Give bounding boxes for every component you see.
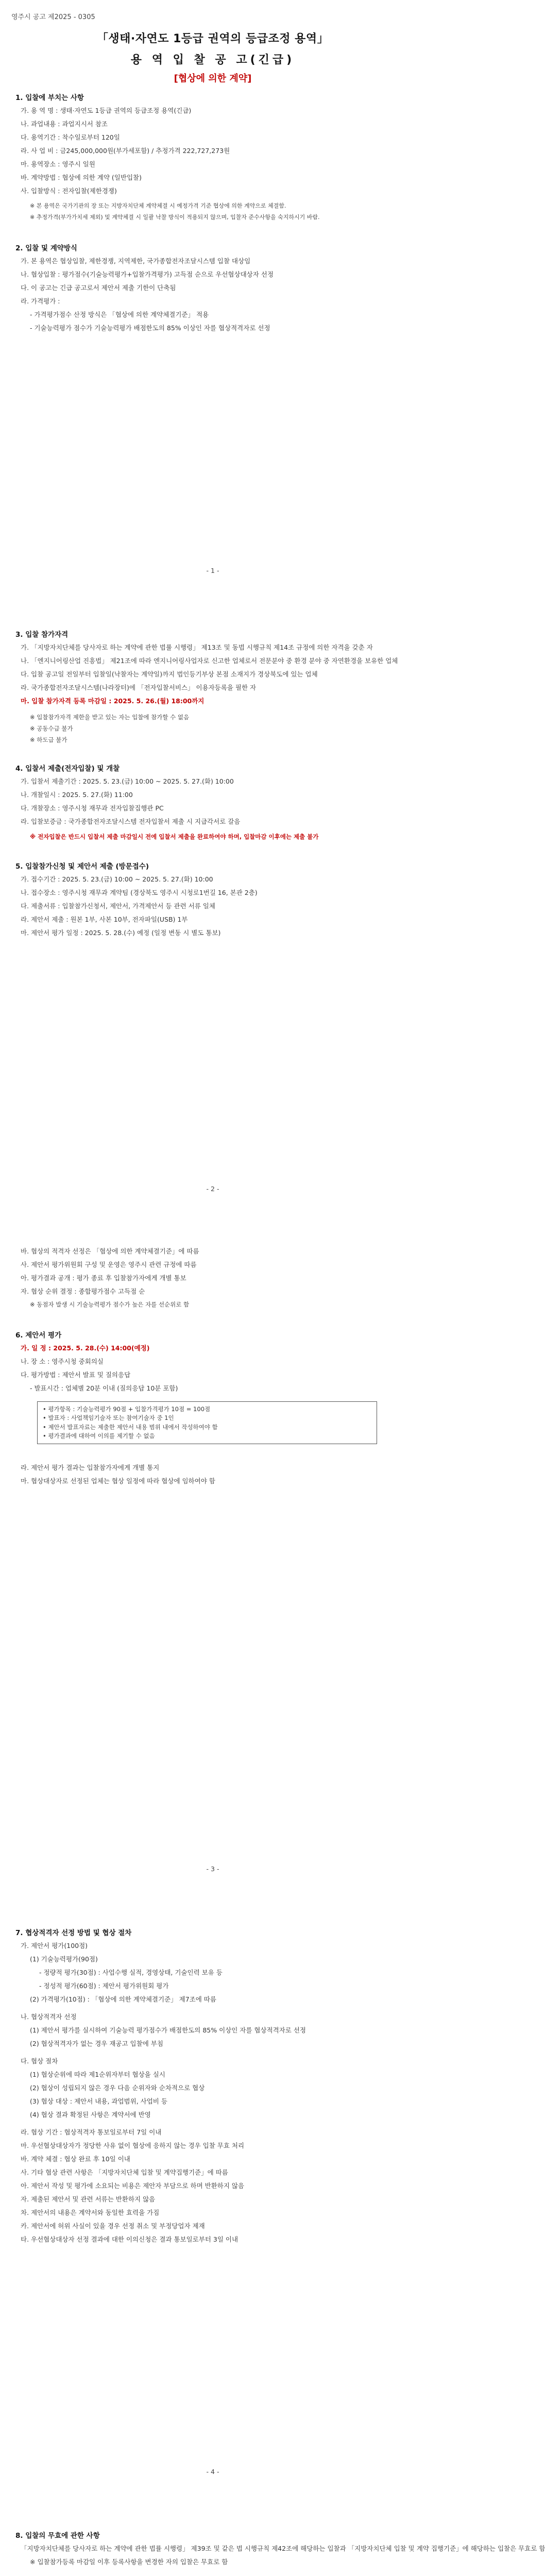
note-line: ※ 입찰참가자격 제한을 받고 있는 자는 입찰에 참가할 수 없음 xyxy=(30,714,190,721)
body-line: 다. 평가방법 : 제안서 발표 및 질의응답 xyxy=(21,1371,131,1379)
document-subtitle: 용 역 입 찰 공 고(긴급) xyxy=(130,54,295,66)
body-line: (3) 협상 대상 : 제안서 내용, 과업범위, 사업비 등 xyxy=(30,2097,167,2105)
body-line: 라. 제안서 평가 결과는 입찰참가자에게 개별 통지 xyxy=(21,1464,160,1471)
body-line: 라. 협상 기간 : 협상적격자 통보일로부터 7일 이내 xyxy=(21,2128,162,2136)
section-heading: 4. 입찰서 제출(전자입찰) 및 개찰 xyxy=(15,765,120,773)
section-heading: 6. 제안서 평가 xyxy=(15,1331,62,1340)
body-line: 다. 용역기간 : 착수일로부터 120일 xyxy=(21,133,120,141)
body-line: 다. 입찰 공고일 전일부터 입찰일(낙찰자는 계약일)까지 법인등기부상 본점 소재지가 경상북도에 있는 업체 xyxy=(21,670,318,678)
note-item: • 평가결과에 대하여 이의를 제기할 수 없음 xyxy=(43,1432,155,1439)
note-line: ※ 공동수급 불가 xyxy=(30,725,73,732)
body-line: (2) 협상적격자가 없는 경우 재공고 입찰에 부침 xyxy=(30,2040,163,2047)
page-4 xyxy=(0,1906,425,2499)
body-line: 「지방자치단체를 당사자로 하는 계약에 관한 법률 시행령」 제39조 및 같은 법 시행규칙 제42조에 해당하는 입찰과 「지방자치단체 입찰 및 계약 집행기준」에 해당하는 입찰은 무효로 함 xyxy=(21,2545,545,2552)
page-5 xyxy=(0,2509,545,2576)
page-1 xyxy=(0,0,425,598)
page-2 xyxy=(0,608,425,1216)
body-line: 가. 용 역 명 : 생태·자연도 1등급 권역의 등급조정 용역(긴급) xyxy=(21,107,192,114)
note-line: ※ 입찰참가등록 마감일 이후 등록사항을 변경한 자의 입찰은 무효로 함 xyxy=(30,2558,228,2566)
body-line: 마. 협상대상자로 선정된 업체는 협상 일정에 따라 협상에 임하여야 함 xyxy=(21,1477,215,1485)
body-line: 사. 입찰방식 : 전자입찰(제한경쟁) xyxy=(21,187,117,195)
body-line: 아. 평가결과 공개 : 평가 종료 후 입찰참가자에게 개별 통보 xyxy=(21,1274,186,1282)
body-line: 다. 제출서류 : 입찰참가신청서, 제안서, 가격제안서 등 관련 서류 일체 xyxy=(21,902,215,910)
note-line: ※ 추정가격(부가가치세 제외) 및 계약체결 시 일괄 낙찰 방식이 적용되지 않으며, 입찰자 준수사항을 숙지하시기 바람. xyxy=(30,214,320,221)
body-line: - 기술능력평가 점수가 기술능력평가 배점한도의 85% 이상인 자를 협상적격자로 선정 xyxy=(30,324,270,332)
body-line: 나. 접수장소 : 영주시청 재무과 계약팀 (경상북도 영주시 시청로1번길 16, 본관 2층) xyxy=(21,889,258,896)
body-line: - 정량적 평가(30점) : 사업수행 실적, 경영상태, 기술인력 보유 등 xyxy=(39,1969,223,1976)
note-line: ※ 하도급 불가 xyxy=(30,736,67,743)
page-number: - 3 - xyxy=(206,1865,219,1873)
note-item: • 평가항목 : 기술능력평가 90점 + 입찰가격평가 10점 = 100점 xyxy=(43,1405,211,1413)
body-line: (2) 가격평가(10점) : 「협상에 의한 계약체결기준」 제7조에 따름 xyxy=(30,1995,216,2003)
body-line: 바. 계약 체결 : 협상 완료 후 10일 이내 xyxy=(21,2155,130,2163)
warning-line: ※ 전자입찰은 반드시 입찰서 제출 마감일시 전에 입찰서 제출을 완료하여야 하며, 입찰마감 이후에는 제출 불가 xyxy=(30,833,319,840)
body-line: 라. 제안서 제출 : 원본 1부, 사본 10부, 전자파일(USB) 1부 xyxy=(21,916,188,923)
body-line: 사. 기타 협상 관련 사항은 「지방자치단체 입찰 및 계약집행기준」에 따름 xyxy=(21,2168,228,2176)
body-line: 가. 제안서 평가(100점) xyxy=(21,1942,88,1950)
body-line: 다. 개찰장소 : 영주시청 재무과 전자입찰집행관 PC xyxy=(21,804,164,812)
body-line: 자. 제출된 제안서 및 관련 서류는 반환하지 않음 xyxy=(21,2195,156,2203)
section-heading: 8. 입찰의 무효에 관한 사항 xyxy=(15,2532,100,2540)
page-number: - 1 - xyxy=(206,567,219,574)
section-heading: 1. 입찰에 부치는 사항 xyxy=(15,94,84,102)
body-line: 사. 제안서 평가위원회 구성 및 운영은 영주시 관련 규정에 따름 xyxy=(21,1261,197,1268)
body-line: 차. 제안서의 내용은 계약서와 동일한 효력을 가짐 xyxy=(21,2209,160,2216)
body-line: 나. 협상적격자 선정 xyxy=(21,2013,77,2021)
body-line: - 발표시간 : 업체별 20분 이내 (질의응답 10분 포함) xyxy=(30,1384,178,1392)
body-line: 가. 입찰서 제출기간 : 2025. 5. 23.(금) 10:00 ~ 2025. 5. 27.(화) 10:00 xyxy=(21,777,234,785)
section-heading: 7. 협상적격자 선정 방법 및 협상 절차 xyxy=(15,1929,132,1937)
body-line: 아. 제안서 작성 및 평가에 소요되는 비용은 제안자 부담으로 하며 반환하지 않음 xyxy=(21,2182,245,2190)
body-line: 나. 개찰일시 : 2025. 5. 27.(화) 11:00 xyxy=(21,791,133,799)
body-line: (1) 기술능력평가(90점) xyxy=(30,1955,98,1963)
body-line: (1) 협상순위에 따라 제1순위자부터 협상을 실시 xyxy=(30,2071,165,2078)
schedule-line: 가. 일 정 : 2025. 5. 28.(수) 14:00(예정) xyxy=(21,1344,150,1352)
body-line: 라. 입찰보증금 : 국가종합전자조달시스템 전자입찰서 제출 시 지급각서로 갈음 xyxy=(21,818,241,825)
title-block xyxy=(10,30,415,84)
body-line: 다. 이 공고는 긴급 공고로서 제안서 제출 기한이 단축됨 xyxy=(21,284,176,292)
contract-type-note: [협상에 의한 계약] xyxy=(174,73,252,84)
body-line: 마. 제안서 평가 일정 : 2025. 5. 28.(수) 예정 (일정 변동 시 별도 통보) xyxy=(21,929,221,937)
note-item: • 발표자 : 사업책임기술자 또는 참여기술자 중 1인 xyxy=(43,1414,174,1422)
body-line: 라. 사 업 비 : 금245,000,000원(부가세포함) / 추정가격 222,727,273원 xyxy=(21,147,230,155)
body-line: 가. 접수기간 : 2025. 5. 23.(금) 10:00 ~ 2025. 5. 27.(화) 10:00 xyxy=(21,875,213,883)
body-line: 마. 우선협상대상자가 정당한 사유 없이 협상에 응하지 않는 경우 입찰 무효 처리 xyxy=(21,2142,245,2149)
body-line: 가. 「지방자치단체를 당사자로 하는 계약에 관한 법률 시행령」 제13조 및 동법 시행규칙 제14조 규정에 의한 자격을 갖춘 자 xyxy=(21,643,373,651)
page-number: - 4 - xyxy=(206,2468,219,2476)
note-line: ※ 본 용역은 국가기관의 장 또는 지방자치단체 계약체결 시 예정가격 기준 협상에 의한 계약으로 체결함. xyxy=(30,202,286,209)
page-number: - 2 - xyxy=(206,1185,219,1193)
body-line: 타. 우선협상대상자 선정 결과에 대한 이의신청은 결과 통보일로부터 3일 이내 xyxy=(21,2235,239,2243)
body-line: (2) 협상이 성립되지 않은 경우 다음 순위자와 순차적으로 협상 xyxy=(30,2084,205,2092)
body-line: - 정성적 평가(60점) : 제안서 평가위원회 평가 xyxy=(39,1982,169,1990)
section-heading: 3. 입찰 참가자격 xyxy=(15,631,69,639)
document-reference-number: 영주시 공고 제2025 - 0305 xyxy=(11,13,95,21)
deadline-line: 마. 입찰 참가자격 등록 마감일 : 2025. 5. 26.(월) 18:00까지 xyxy=(21,697,205,705)
body-line: 자. 협상 순위 결정 : 종합평가점수 고득점 순 xyxy=(21,1287,145,1295)
body-line: (4) 협상 결과 확정된 사항은 계약서에 반영 xyxy=(30,2111,151,2119)
document-title: 「생태·자연도 1등급 권역의 등급조정 용역」 xyxy=(96,32,329,45)
body-line: 나. 「엔지니어링산업 진흥법」 제21조에 따라 엔지니어링사업자로 신고한 업체로서 전문분야 중 환경 분야 중 자연환경을 보유한 업체 xyxy=(21,657,398,665)
note-item: • 제안서 발표자료는 제출한 제안서 내용 범위 내에서 작성하여야 함 xyxy=(43,1423,218,1431)
body-line: 마. 용역장소 : 영주시 일원 xyxy=(21,160,95,168)
page-3 xyxy=(0,1226,425,1896)
body-line: 나. 장 소 : 영주시청 중회의실 xyxy=(21,1358,104,1365)
body-line: (1) 제안서 평가를 실시하여 기술능력 평가점수가 배점한도의 85% 이상인 자를 협상적격자로 선정 xyxy=(30,2026,306,2034)
body-line: 카. 제안서에 허위 사실이 있을 경우 선정 취소 및 부정당업자 제재 xyxy=(21,2222,205,2230)
body-line: 라. 국가종합전자조달시스템(나라장터)에 「전자입찰서비스」 이용자등록을 필한 자 xyxy=(21,684,257,691)
body-line: 가. 본 용역은 협상입찰, 제한경쟁, 지역제한, 국가종합전자조달시스템 입찰 대상임 xyxy=(21,257,251,265)
body-line: 다. 협상 절차 xyxy=(21,2057,58,2065)
evaluation-note-box xyxy=(37,1401,377,1444)
body-line: - 가격평가점수 산정 방식은 「협상에 의한 계약체결기준」 적용 xyxy=(30,311,209,318)
section-heading: 2. 입찰 및 계약방식 xyxy=(15,244,77,252)
body-line: 라. 가격평가 : xyxy=(21,297,60,305)
note-line: ※ 동점자 발생 시 기술능력평가 점수가 높은 자를 선순위로 함 xyxy=(30,1301,190,1308)
body-line: 바. 계약방법 : 협상에 의한 계약 (일반입찰) xyxy=(21,174,142,181)
body-line: 나. 과업내용 : 과업지시서 참조 xyxy=(21,120,108,128)
section-heading: 5. 입찰참가신청 및 제안서 제출 (방문접수) xyxy=(15,862,149,871)
body-line: 바. 협상의 적격자 선정은 「협상에 의한 계약체결기준」에 따름 xyxy=(21,1247,199,1255)
body-line: 나. 협상입찰 : 평가점수(기술능력평가+입찰가격평가) 고득점 순으로 우선협상대상자 선정 xyxy=(21,270,274,278)
